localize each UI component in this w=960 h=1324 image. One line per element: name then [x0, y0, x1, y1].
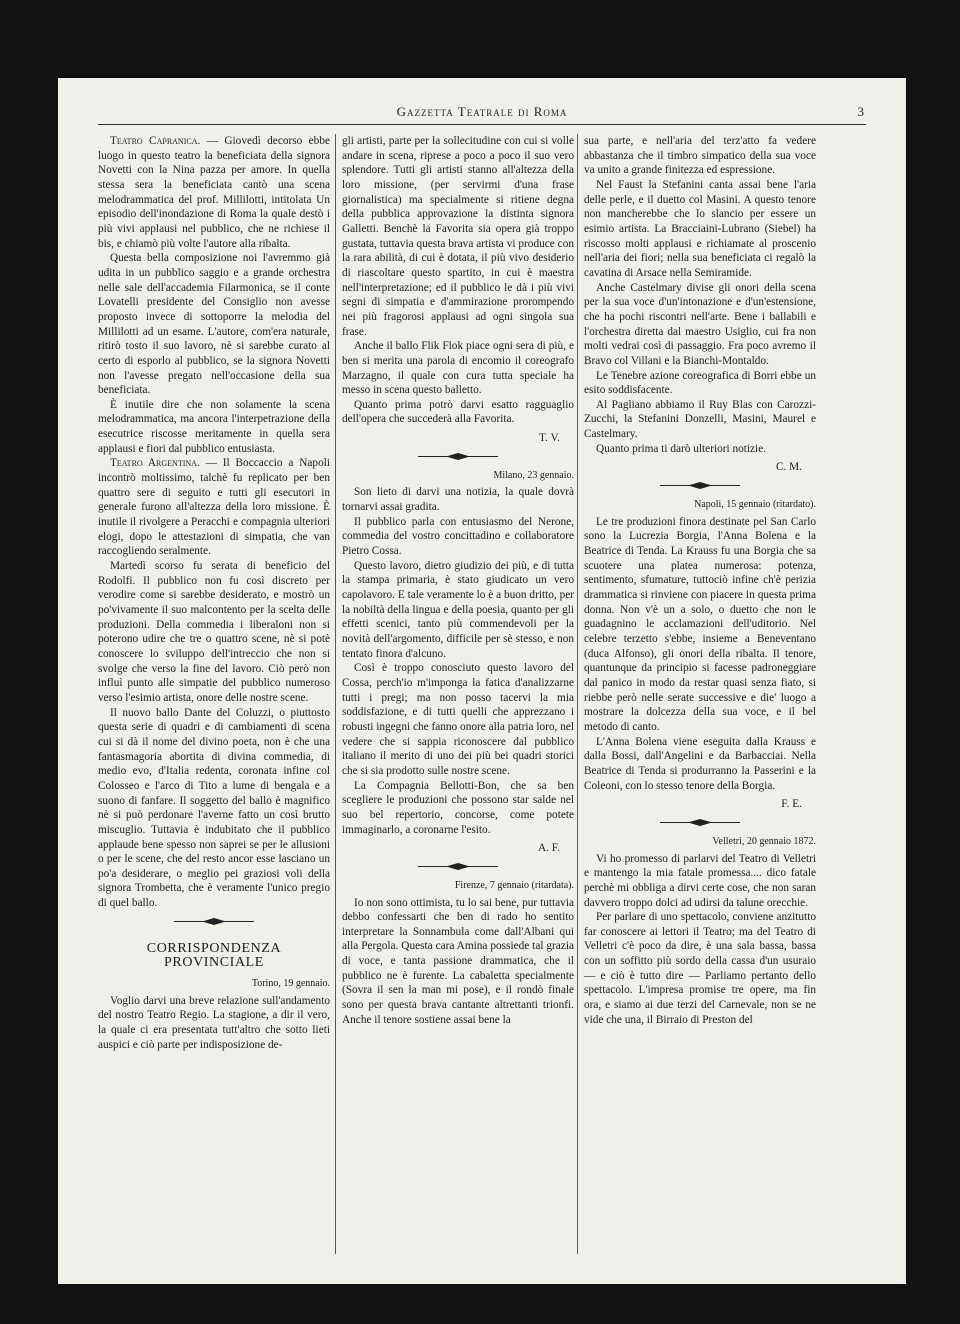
publication-title: Gazzetta Teatrale di Roma [396, 104, 568, 119]
paragraph-text: Questo lavoro, dietro giudizio dei più, e di tutta la stampa primaria, è stato giudicato un vero capolavoro. E tale veramente lo è a buon dritto, per la nobiltà della lingua e della poesia, quanto per gli effetti scenici, tanto più commendevoli per la novità dell'argomento, difficile per sè stesso, e non tentato finora d'alcuno. [342, 559, 574, 660]
author-signature: C. M. [775, 461, 802, 474]
paragraph-text: La Compagnia Bellotti-Bon, che sa ben scegliere le produzioni che possono star salde nel suo bel repertorio, concorse, come potete immaginarlo, a coronarne l'esito. [342, 779, 574, 836]
correspondence-dateline: Milano, 23 gennaio. [493, 469, 574, 481]
article-paragraph [98, 251, 330, 398]
section-divider-ornament [658, 818, 742, 827]
theatre-name-lead: Teatro Argentina. [110, 457, 200, 470]
paragraph-text: Nel Faust la Stefanini canta assai bene l'aria delle perle, e il duetto col Masini. A questo tenore non mancherebbe che lo slancio per essere un esimio artista. La Bracciaini-Lubrano (Siebel) ha riscosso molti applausi e richiamate al proscenio nell'aria dei fiori; nella sua beneficiata ci regalò la cavatina di Arsace nella Semiramide. [584, 178, 816, 279]
article-paragraph [584, 442, 816, 457]
paragraph-text: Questa bella composizione noi l'avremmo già udita in un pubblico saggio e a grande orchestra nelle sale dell'accademia Filarmonica, se il conte Lovatelli presidente del Consiglio non avesse proposto invece di sottoporre la melodia del Millilotti ad un esame. L'autore, com'era naturale, ritirò tosto il suo lavoro, nè si sarebbe curato al certo di esporlo al pubblico, se la signora Novetti non l'avesse pregato nell'occasione della sua beneficiata. [98, 252, 330, 397]
section-divider-ornament [416, 452, 500, 461]
article-paragraph [342, 398, 574, 427]
article-paragraph [98, 706, 330, 911]
paragraph-text: Per parlare di uno spettacolo, conviene anzitutto far conoscere ai lettori il Teatro; ma del Teatro di Velletri c'è poco da dire, è una sala bassa, bassa con un soffitto più sordo della cassa d'un usuraio — e ciò è tutto dire — Parliamo pertanto dello spettacolo. L'impresa promise tre opere, ma fin ora, e siamo ai due terzi del Carnevale, non se ne vide che una, il Birraio di Preston del [584, 911, 816, 1026]
newspaper-page [58, 78, 906, 1284]
paragraph-text: Anche il ballo Flik Flok piace ogni sera di più, e ben si merita una parola di encomio il coreografo Marzagno, il quale con cura tutta speciale ha messo in scena questo balletto. [342, 340, 574, 397]
article-paragraph [342, 515, 574, 559]
paragraph-text: — Giovedì decorso ebbe luogo in questo teatro la beneficiata della signora Novetti con la Nina pazza per amore. In quella stessa sera la beneficiata cantò una scena melodrammatica del prof. Millilotti, intitolata Un episodio dell'inondazione di Roma la quale destò i più vivi applausi nel pubblico, che ne richiese il bis, e chiamò più volte l'autore alla ribalta. [98, 135, 330, 250]
paragraph-text: Io non sono ottimista, tu lo sai bene, pur tuttavia debbo confessarti che ben di rado ho sentito interpretare la Sonnambula come dall'Albani qui alla Pergola. Questa cara Amina possiede tal grazia di voce, e tanta passione drammatica, che il pubblico ne è furente. La cabaletta specialmente (Sovra il sen la man mi pose), e il rondò finale sono per questa brava cantante altrettanti trionfi. Anche il tenore sostiene assai bene la [342, 896, 574, 1026]
author-signature: F. E. [781, 798, 802, 811]
column-rule [577, 134, 578, 1254]
paragraph-text: Le tre produzioni finora destinate pel San Carlo sono la Lucrezia Borgia, l'Anna Bolena e la Beatrice di Tenda. La Krauss fu una Borgia che sa scuotere una platea numerosa: potenza, sentimento, sfumature, tuttociò infine ch'è perizia drammatica si rinviene con piacere in questa prima donna. Non v'è un a solo, o duetto che non le guadagnino le acclamazioni dell'uditorio. Nel celebre terzetto s'ebbe, insieme a Beneventano (duca Alfonso), gli onori della ribalta. Il tenore, quantunque da principio si facesse padroneggiare dal panico in modo da restar quasi senza fiato, si riebbe però nelle serate successive e die' luogo a mostrare la dolcezza della sua voce, e il bel metodo di canto. [584, 515, 816, 733]
article-paragraph [98, 456, 330, 559]
text-column-1 [98, 134, 330, 1052]
article-paragraph [584, 178, 816, 281]
article-paragraph [98, 398, 330, 457]
article-paragraph [584, 369, 816, 398]
author-signature: A. F. [537, 842, 560, 855]
article-paragraph [342, 779, 574, 838]
article-paragraph [584, 281, 816, 369]
article-paragraph [584, 910, 816, 1027]
paragraph-text: — Il Boccaccio a Napoli incontrò moltissimo, talchè fu replicato per ben quattro sere di seguito e tutti gli esecutori in generale furono all'altezza della loro missione. È inutile il rivolgere a Peracchi e compagnia ulteriori elogi, dopo le attestazioni di simpatia, che van raccogliendo seralmente. [98, 457, 331, 558]
correspondence-dateline: Firenze, 7 gennaio (ritardata). [454, 879, 574, 891]
article-paragraph [98, 559, 330, 706]
section-divider-ornament [172, 917, 256, 926]
article-paragraph [342, 661, 574, 778]
article-paragraph [342, 559, 574, 662]
paragraph-text: Martedì scorso fu serata di beneficio del Rodolfi. Il pubblico non fu così discreto per verodire come si sarebbe desiderato, e mostrò un po'vivamente il suo malcontento per la scelta delle produzioni. Della commedia i liberaloni non si poterono udire che tre o quattro scene, nè si potè conoscere lo sviluppo dell'intreccio che non si svolge che verso la fine del lavoro. Ciò però non influì punto alle simpatie del pubblico numeroso verso l'esimio artista, onore delle nostre scene. [98, 560, 330, 704]
author-signature: T. V. [538, 432, 560, 445]
article-paragraph [342, 896, 574, 1028]
article-paragraph [98, 134, 330, 251]
paragraph-text: Anche Castelmary divise gli onori della scena per la sua voce d'un'intonazione e d'un'estensione, che ha pochi riscontri nell'arte. Bene i ballabili e l'orchestra diretta dal maestro Usiglio, cui fra non molti vedrai così di passaggio. Fra poco avremo il Bravo col Villani e la Bianchi-Montaldo. [584, 281, 816, 367]
column-rule [335, 134, 336, 1254]
paragraph-text: Il pubblico parla con entusiasmo del Nerone, commedia del vostro concittadino e collaboratore Pietro Cossa. [342, 515, 574, 558]
article-paragraph [342, 485, 574, 514]
article-paragraph [584, 735, 816, 794]
paragraph-text: Così è troppo conosciuto questo lavoro del Cossa, perch'io m'imponga la fatica d'analizzarne tutti i pregi; ma non posso tacervi la mia soddisfazione, e di tutti quelli che apprezzano i robusti ingegni che fanno onore alla patria loro, nel vedere che si sappia riconoscere dal pubblico italiano il merito di uno dei più bei quadri storici che si sia prodotto sulle nostre scene. [342, 662, 574, 777]
paragraph-text: Quanto prima potrò darvi esatto ragguaglio dell'opera che succederà alla Favorita. [342, 398, 574, 426]
text-column-2 [342, 134, 574, 1027]
paragraph-text: L'Anna Bolena viene eseguita dalla Krauss e dalla Bossi, dall'Angelini e da Barbacciai. Nella Beatrice di Tenda si produrranno la Passerini e la Coleoni, con lo stesso tenore della Borgia. [584, 735, 816, 792]
article-paragraph [584, 515, 816, 735]
correspondence-dateline: Torino, 19 gennaio. [251, 978, 330, 990]
article-paragraph [342, 134, 574, 339]
article-paragraph [584, 398, 816, 442]
article-paragraph [342, 339, 574, 398]
text-column-3 [584, 134, 816, 1027]
article-paragraph [584, 134, 816, 178]
paragraph-text: Son lieto di darvi una notizia, la quale dovrà tornarvi assai gradita. [342, 486, 574, 514]
theatre-name-lead: Teatro Capranica. [110, 135, 201, 147]
paragraph-text: È inutile dire che non solamente la scena melodrammatica, ma ancora l'interpetrazione della esecutrice riscosse meritamente in quella sera applausi e fiori dal pubblico entusiasta. [98, 398, 330, 455]
paragraph-text: Il nuovo ballo Dante del Coluzzi, o piuttosto questa serie di quadri e di cambiamenti di scena cui si dà il nome del divino poeta, non è che una fantasmagoria abortita di divina commedia, di medio evo, d'Italia redenta, coronata infine col Colosseo e l'arco di Tito a lume di bengala e a suono di fanfare. Il soggetto del ballo è magnifico nè si può perdonare l'averne fatto un così brutto miscuglio. Tuttavia è indubitato che il pubblico applaude bene spesso non saprei se per le allusioni o per le scene, che del resto ancor esse lasciano un po'a desiderare, o meglio pei graziosi voli della signora Trombetta, che è veramente l'unico pregio di quel ballo. [98, 706, 330, 910]
running-header [98, 104, 866, 125]
paragraph-text: gli artisti, parte per la sollecitudine con cui si volle andare in scena, riprese a poco a poco il suo vero splendore. Tutti gli artisti stanno all'altezza della loro missione, (per servirmi d'una frase giornalistica) ma specialmente si ritiene degna della pubblica approvazione la distinta signora Galletti. Benchè la Favorita sia opera già troppo gustata, tuttavia questa brava artista vi produce con la rara abilità, di cui è dotata, il più vivo desiderio di riascoltare questo spartito, in cui è maestra nell'interpretazione; ed il pubblico le dà i più vivi segni di simpatia e d'ammirazione prorompendo nei più fragorosi applausi ad ogni singola sua frase. [342, 135, 574, 338]
section-heading: CORRISPONDENZA PROVINCIALE [146, 940, 282, 971]
section-divider-ornament [658, 481, 742, 490]
correspondence-dateline: Napoli, 15 gennaio (ritardato). [694, 499, 816, 511]
article-paragraph [584, 852, 816, 911]
paragraph-text: Al Pagliano abbiamo il Ruy Blas con Carozzi-Zucchi, la Stefanini Donzelli, Masini, Maurel e Castelmary. [584, 398, 816, 441]
paragraph-text: sua parte, e nell'aria del terz'atto fa vedere abbastanza che il timbro simpatico della sua voce va unito a grande finitezza ed espressione. [584, 135, 816, 177]
paragraph-text: Quanto prima ti darò ulteriori notizie. [596, 442, 767, 455]
paragraph-text: Vi ho promesso di parlarvi del Teatro di Velletri e mantengo la mia fatale promessa.... dico fatale perchè mi obbliga a dirvi certe cose, che non saran davvero troppo dolci ad udirsi da talune orecchie. [584, 852, 816, 909]
article-paragraph [98, 994, 330, 1053]
correspondence-dateline: Velletri, 20 gennaio 1872. [712, 835, 816, 847]
paragraph-text: Voglio darvi una breve relazione sull'andamento del nostro Teatro Regio. La stagione, a dir il vero, la quale ci era presentata tutt'altro che sotto lieti auspici e ciò parte per indisposizione de- [98, 994, 330, 1051]
paragraph-text: Le Tenebre azione coreografica di Borri ebbe un esito soddisfacente. [584, 369, 816, 397]
page-number: 3 [857, 104, 864, 119]
section-divider-ornament [416, 862, 500, 871]
